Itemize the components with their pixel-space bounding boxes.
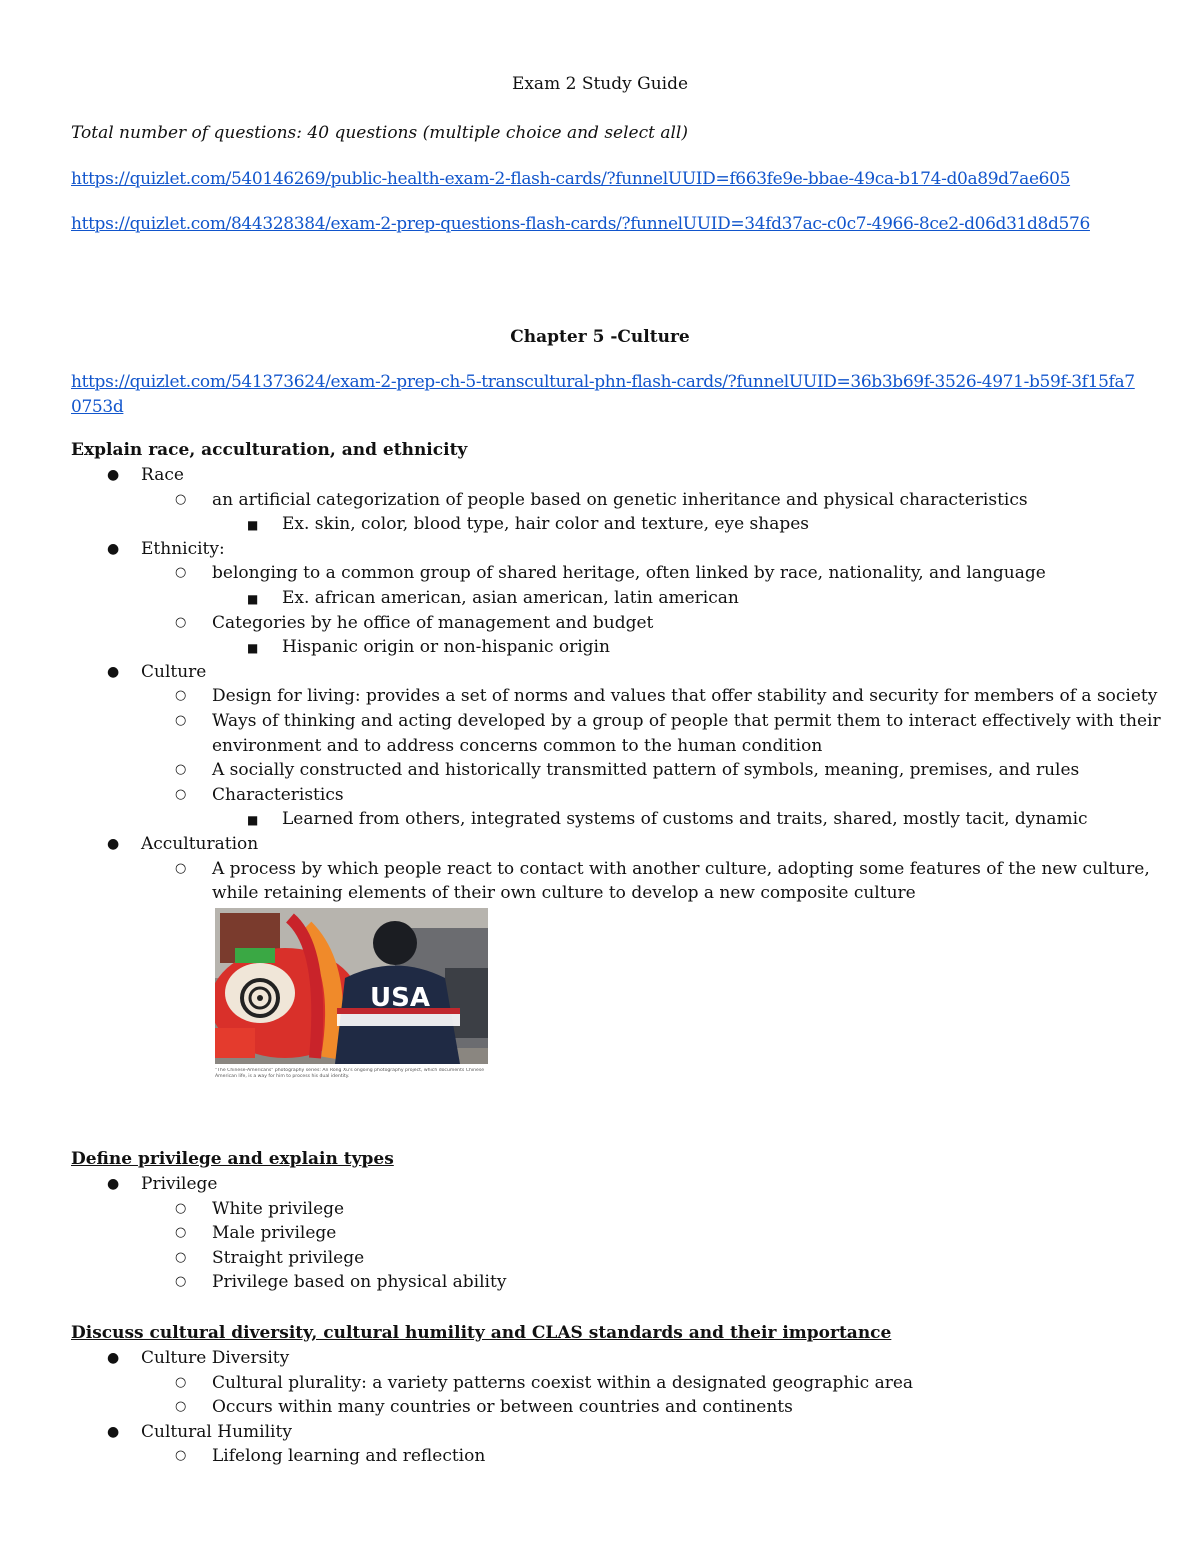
hollow-bullet-icon: ○ bbox=[175, 565, 187, 581]
hollow-bullet-icon: ○ bbox=[175, 688, 187, 704]
bullet-icon: ● bbox=[107, 835, 120, 852]
list-item-text: Characteristics bbox=[212, 784, 344, 805]
bullet-icon: ● bbox=[107, 1423, 120, 1440]
hollow-bullet-icon: ○ bbox=[175, 1399, 187, 1415]
bullet-icon: ● bbox=[107, 540, 120, 557]
list-item-text: Lifelong learning and reflection bbox=[212, 1446, 486, 1467]
list-item bbox=[71, 783, 1161, 808]
hollow-bullet-icon: ○ bbox=[175, 614, 187, 630]
list-item bbox=[71, 586, 1161, 611]
list-item-text: White privilege bbox=[212, 1198, 345, 1219]
list-item-text: Race bbox=[141, 465, 184, 485]
quizlet-link-1[interactable]: https://quizlet.com/540146269/public-health-exam-2-flash-cards/?funnelUUID=f663fe9e-bbae-49ca-b174-d0a89d7ae605 bbox=[71, 169, 1071, 189]
list-item bbox=[71, 1395, 1161, 1420]
list-item bbox=[71, 512, 1161, 537]
list-item-text: Ex. skin, color, blood type, hair color and texture, eye shapes bbox=[282, 514, 810, 535]
list-item bbox=[71, 1371, 1161, 1396]
list-item-text: Hispanic origin or non-hispanic origin bbox=[282, 637, 610, 658]
list-item-text: Culture Diversity bbox=[141, 1348, 290, 1368]
chapter-link[interactable]: https://quizlet.com/541373624/exam-2-prep-ch-5-transcultural-phn-flash-cards/?funnelUUID=36b3b69f-3526-4971-b59f-3f15fa70753d bbox=[71, 372, 1135, 417]
list-item-text: an artificial categorization of people based on genetic inheritance and physical characteristics bbox=[212, 489, 1028, 510]
bullet-icon: ● bbox=[107, 663, 120, 680]
list-item bbox=[71, 1346, 1161, 1371]
hollow-bullet-icon: ○ bbox=[175, 860, 187, 876]
list-item bbox=[71, 684, 1161, 709]
list-item bbox=[71, 832, 1161, 857]
list-item-text: Design for living: provides a set of norms and values that offer stability and security for members of a society bbox=[212, 686, 1158, 707]
list-item-text: A socially constructed and historically transmitted pattern of symbols, meaning, premises, and rules bbox=[212, 760, 1080, 781]
list-item-text: Straight privilege bbox=[212, 1247, 365, 1268]
list-item-text: Male privilege bbox=[212, 1223, 337, 1244]
list-item bbox=[71, 1197, 1161, 1222]
list-item-text: Learned from others, integrated systems of customs and traits, shared, mostly tacit, dynamic bbox=[282, 809, 1088, 830]
hollow-bullet-icon: ○ bbox=[175, 491, 187, 507]
bullet-icon: ● bbox=[107, 467, 120, 483]
list-item bbox=[71, 488, 1161, 513]
bullet-icon: ● bbox=[107, 1176, 120, 1192]
list-item-text: Privilege bbox=[141, 1174, 218, 1194]
list-item-text: Ethnicity: bbox=[141, 538, 225, 559]
total-questions-note: Total number of questions: 40 questions (multiple choice and select all) bbox=[71, 123, 689, 143]
photo-illustration bbox=[215, 908, 488, 1096]
chapter-title: Chapter 5 -Culture bbox=[510, 327, 690, 347]
section-race-ethnicity bbox=[71, 438, 1161, 1096]
section-cultural-diversity bbox=[71, 1321, 1161, 1469]
square-bullet-icon: ■ bbox=[247, 813, 259, 828]
list-item bbox=[71, 660, 1161, 685]
list-item bbox=[71, 537, 1161, 562]
list-item bbox=[71, 1246, 1161, 1271]
list-item bbox=[71, 709, 1161, 758]
outline-list bbox=[71, 1172, 1161, 1295]
quizlet-link-2[interactable]: https://quizlet.com/844328384/exam-2-prep-questions-flash-cards/?funnelUUID=34fd37ac-c0c7-4966-8ce2-d06d31d8d576 bbox=[71, 214, 1090, 234]
list-item-text: Occurs within many countries or between countries and continents bbox=[212, 1397, 793, 1418]
hollow-bullet-icon: ○ bbox=[175, 1225, 187, 1241]
list-item bbox=[71, 1420, 1161, 1445]
list-item bbox=[71, 1221, 1161, 1246]
list-item bbox=[71, 635, 1161, 660]
section-privilege bbox=[71, 1147, 1161, 1295]
outline-list bbox=[71, 463, 1161, 906]
list-item-text: Categories by he office of management and budget bbox=[212, 612, 654, 633]
square-bullet-icon: ■ bbox=[247, 518, 259, 533]
list-item-text: Cultural Humility bbox=[141, 1421, 292, 1442]
hollow-bullet-icon: ○ bbox=[175, 712, 187, 728]
list-item-text: Acculturation bbox=[141, 833, 259, 854]
hollow-bullet-icon: ○ bbox=[175, 1448, 187, 1464]
section-heading: Define privilege and explain types bbox=[71, 1149, 394, 1169]
list-item bbox=[71, 857, 1161, 906]
list-item bbox=[71, 1270, 1161, 1295]
hollow-bullet-icon: ○ bbox=[175, 1249, 187, 1265]
list-item-text: belonging to a common group of shared heritage, often linked by race, nationality, and language bbox=[212, 563, 1046, 584]
jacket-text: USA bbox=[370, 982, 430, 1013]
list-item-text: Ways of thinking and acting developed by a group of people that permit them to interact effectively with their environment and to address concerns common to the human condition bbox=[212, 710, 1161, 756]
list-item bbox=[71, 1172, 1161, 1197]
hollow-bullet-icon: ○ bbox=[175, 1274, 187, 1290]
square-bullet-icon: ■ bbox=[247, 641, 259, 656]
list-item-text: Culture bbox=[141, 661, 207, 682]
section-heading: Discuss cultural diversity, cultural humility and CLAS standards and their importance bbox=[71, 1323, 892, 1343]
list-item-text: Cultural plurality: a variety patterns coexist within a designated geographic area bbox=[212, 1372, 914, 1393]
list-item bbox=[71, 611, 1161, 636]
page-title: Exam 2 Study Guide bbox=[511, 74, 689, 94]
square-bullet-icon: ■ bbox=[247, 591, 259, 606]
list-item bbox=[71, 758, 1161, 783]
list-item-text: Privilege based on physical ability bbox=[212, 1272, 507, 1293]
hollow-bullet-icon: ○ bbox=[175, 762, 187, 778]
hollow-bullet-icon: ○ bbox=[175, 1374, 187, 1390]
section-heading: Explain race, acculturation, and ethnicity bbox=[71, 440, 468, 460]
acculturation-photo bbox=[215, 908, 488, 1096]
list-item bbox=[71, 561, 1161, 586]
list-item bbox=[71, 807, 1161, 832]
bullet-icon: ● bbox=[107, 1350, 120, 1366]
list-item bbox=[71, 463, 1161, 488]
hollow-bullet-icon: ○ bbox=[175, 786, 187, 802]
list-item-text: Ex. african american, asian american, latin american bbox=[282, 587, 739, 608]
hollow-bullet-icon: ○ bbox=[175, 1200, 187, 1216]
photo-caption: "The Chinese-Americans" photography series: An Rong Xu's ongoing photography project, which documents Chinese American life, is a way for him to process his dual identity. bbox=[215, 1067, 485, 1079]
outline-list bbox=[71, 1346, 1161, 1469]
list-item-text: A process by which people react to contact with another culture, adopting some features of the new culture, while retaining elements of their own culture to develop a new composite culture bbox=[212, 858, 1150, 904]
list-item bbox=[71, 1444, 1161, 1469]
